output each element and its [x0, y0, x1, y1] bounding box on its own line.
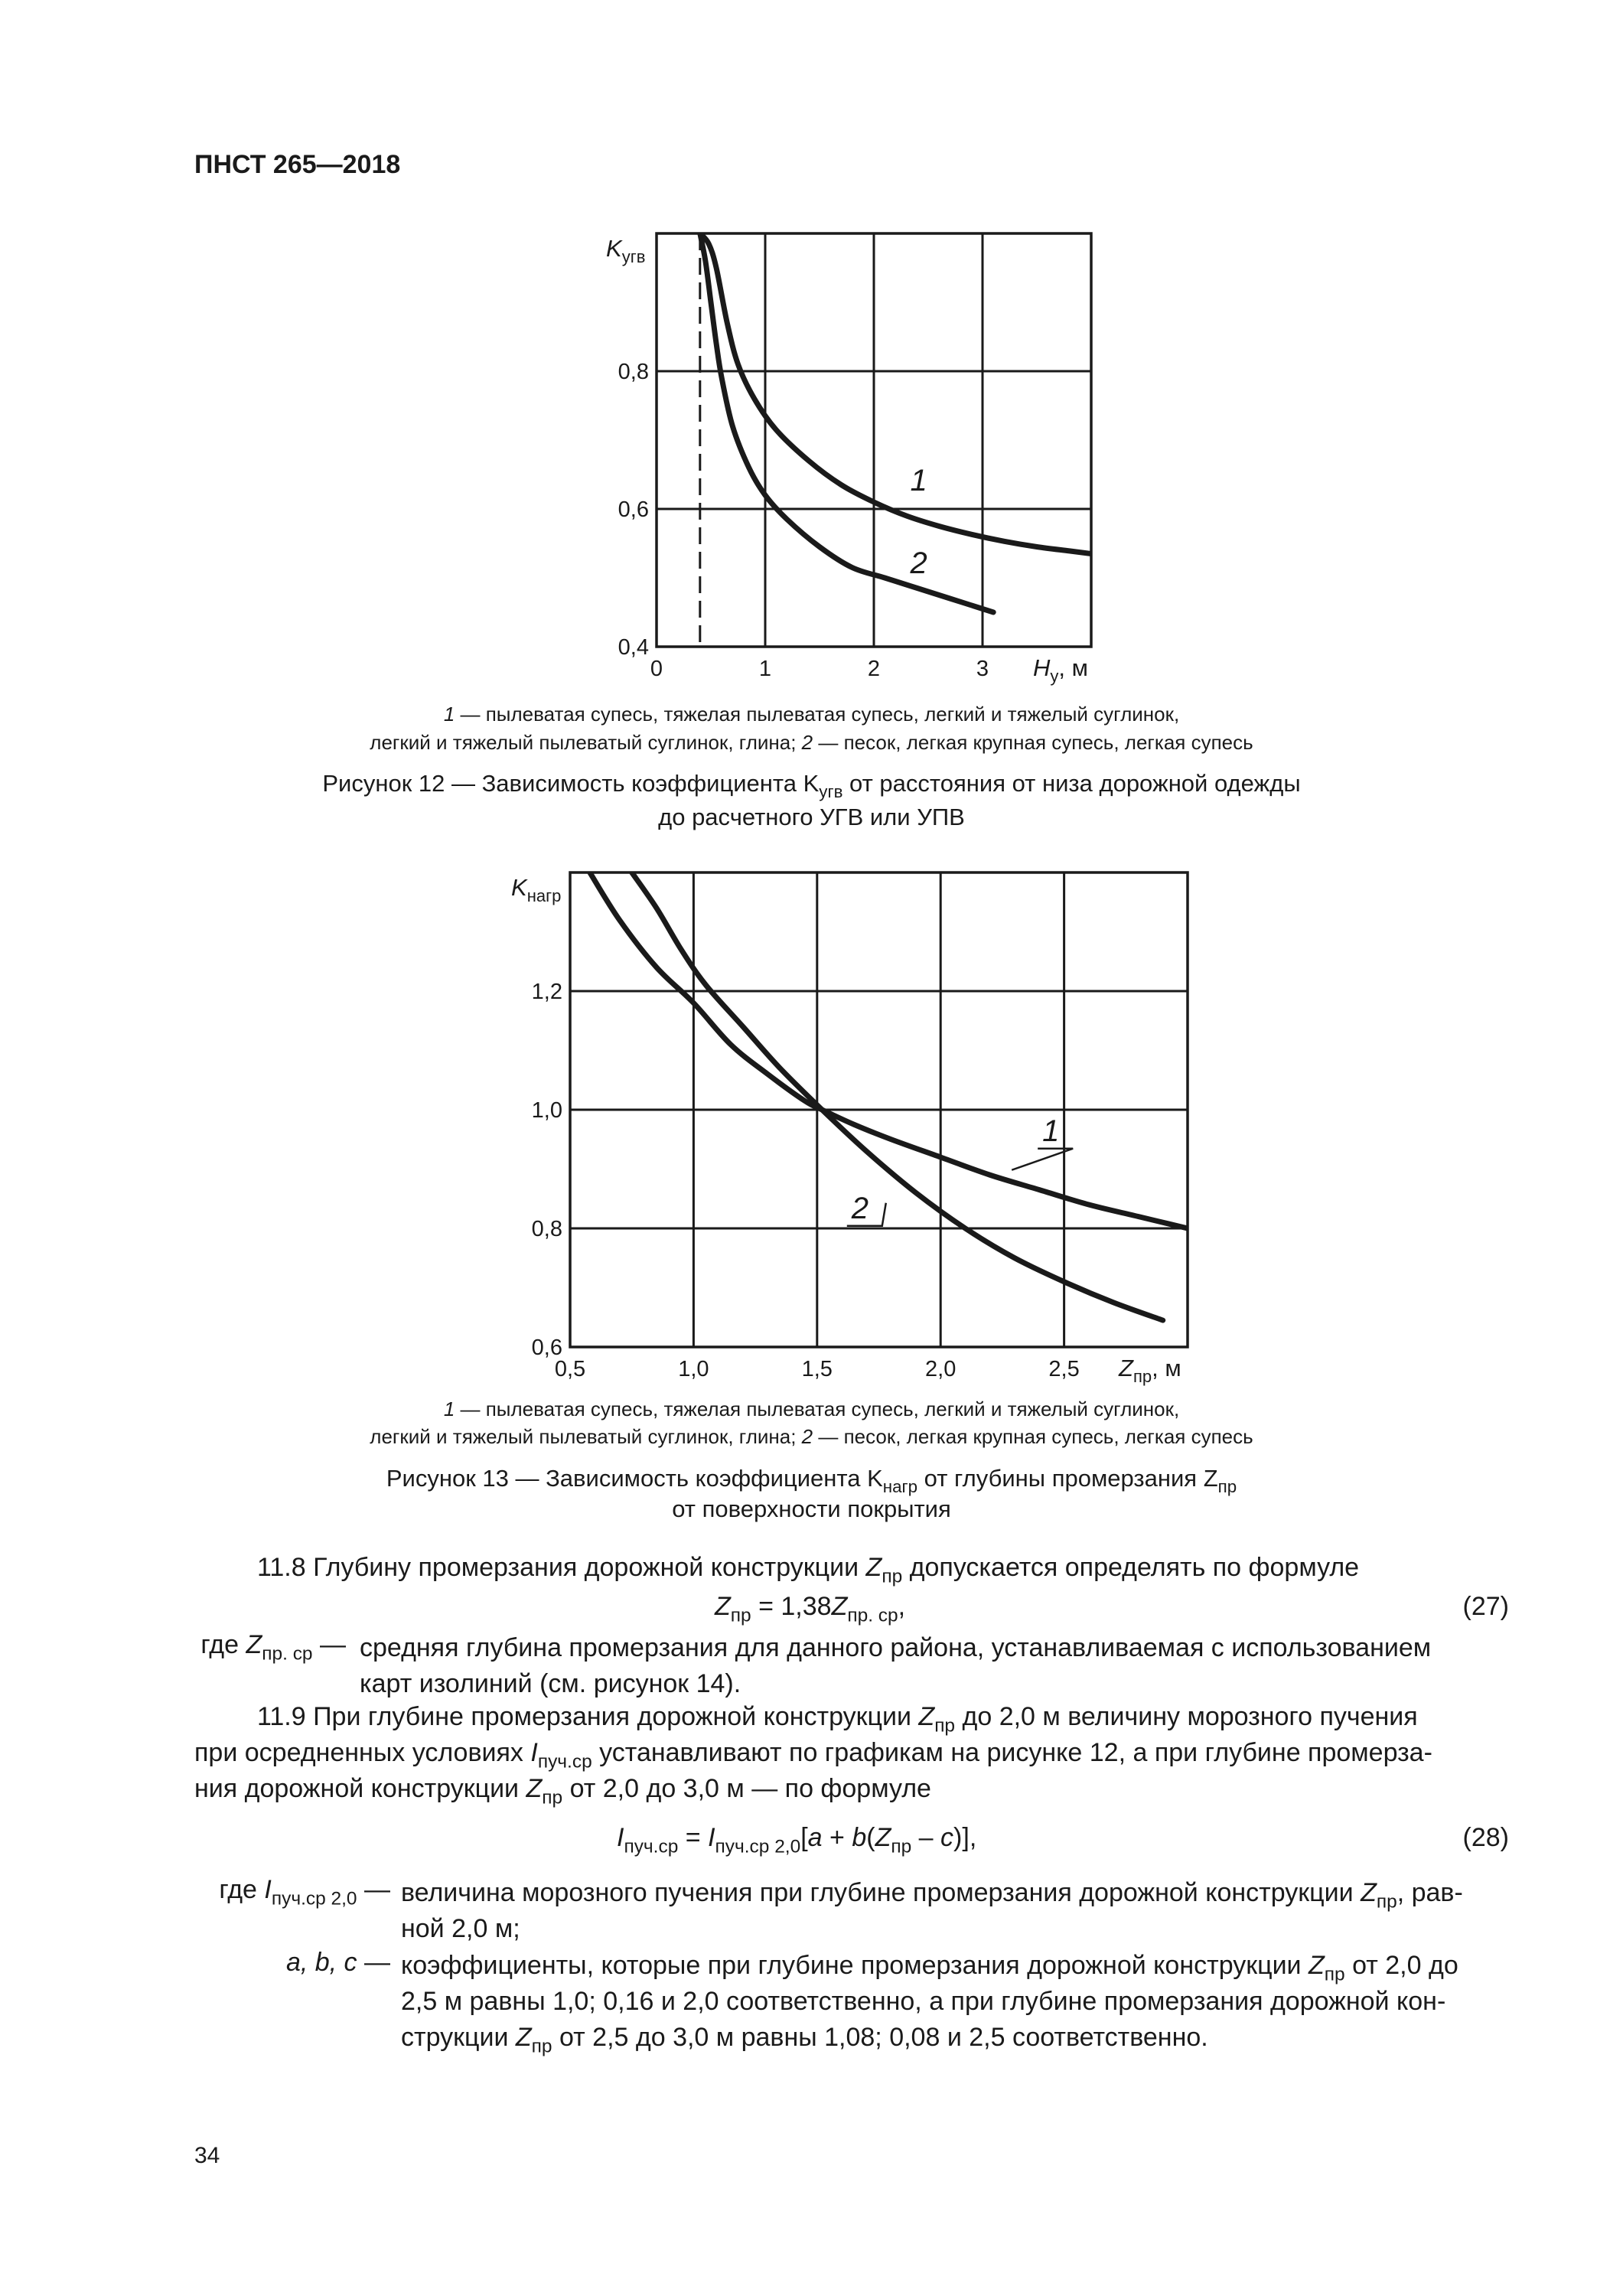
- sub: пр: [882, 1566, 903, 1587]
- var: Z: [831, 1592, 848, 1621]
- where-term-z-avg: [170, 1630, 346, 1665]
- text: —: [312, 1630, 346, 1659]
- x-tick-label: 1,0: [678, 1357, 709, 1381]
- text: где: [200, 1630, 246, 1659]
- series-2-line: [632, 872, 1163, 1320]
- series-1-label: 1: [1042, 1114, 1060, 1148]
- text: ния дорожной конструкции: [194, 1774, 526, 1803]
- figure-12-legend-line-1: 1 — пылеватая супесь, тяжелая пылеватая супесь, легкий и тяжелый суглинок,: [443, 703, 1180, 726]
- var: a, b, c: [285, 1948, 357, 1977]
- legend-number-2: 2: [801, 731, 813, 754]
- var: I: [617, 1823, 624, 1852]
- series-2-line: [700, 233, 993, 612]
- figure-12-chart: [0, 0, 1623, 735]
- figure-13-chart: [0, 842, 1623, 1401]
- line: [194, 1699, 1509, 1735]
- var: Z: [1309, 1951, 1325, 1980]
- x-tick-label: 2,0: [925, 1357, 957, 1381]
- line: [401, 1948, 1509, 1984]
- x-axis-label: $H_у$, м: [1033, 654, 1088, 686]
- sub: пр: [730, 1605, 751, 1626]
- sub: пр: [542, 1787, 563, 1808]
- var: c: [940, 1823, 954, 1852]
- figure-13-title-line-2: от поверхности покрытия: [672, 1495, 951, 1522]
- y-tick-label: 0,6: [531, 1336, 562, 1360]
- y-tick-label: 1,0: [531, 1098, 562, 1123]
- sub: пр: [1324, 1964, 1345, 1985]
- text: [: [800, 1823, 808, 1852]
- var: I: [530, 1738, 538, 1767]
- figure-12-title: [0, 770, 1623, 801]
- y-axis-label: $K_{угв}$: [606, 235, 646, 266]
- where-term-heave: [187, 1875, 390, 1910]
- var: Z: [246, 1630, 262, 1659]
- var: I: [708, 1823, 715, 1852]
- legend-text: — пылеватая супесь, тяжелая пылеватая супесь, легкий и тяжелый суглинок,: [455, 703, 1180, 726]
- figure-13-title: [0, 1465, 1623, 1496]
- paragraph-11-9: [194, 1699, 1509, 1807]
- text: средняя глубина промерзания для данного района, устанавливаемая с использованием: [360, 1633, 1432, 1662]
- where-definition-z-avg: [360, 1630, 1509, 1702]
- formula-28: [617, 1823, 977, 1857]
- title-prefix: Рисунок 12 — Зависимость коэффициента K: [322, 770, 820, 797]
- sub: пуч.ср 2,0: [271, 1888, 357, 1910]
- var: a: [807, 1823, 823, 1852]
- sub: пуч.ср: [537, 1751, 592, 1773]
- figure-12-title-line-2: до расчетного УГВ или УПВ: [658, 804, 965, 830]
- text: 11.9 При глубине промерзания дорожной конструкции: [257, 1702, 919, 1731]
- line: [194, 1771, 1509, 1807]
- var: Z: [918, 1702, 935, 1731]
- sub: пр: [1376, 1891, 1397, 1913]
- where-term-abc: [187, 1948, 390, 1978]
- text: +: [822, 1823, 852, 1852]
- x-tick-label: 2: [867, 657, 881, 681]
- y-axis-label: $K_{нагр}$: [511, 874, 562, 905]
- text: = 1,38: [751, 1592, 832, 1621]
- var: Z: [515, 2023, 532, 2052]
- figure-13-legend-line-1: 1 — пылеватая супесь, тяжелая пылеватая супесь, легкий и тяжелый суглинок,: [443, 1397, 1180, 1420]
- title-sub-2: пр: [1217, 1476, 1237, 1496]
- paragraph-11-8: [257, 1550, 1359, 1586]
- series-1-line: [700, 233, 1091, 554]
- var: Z: [865, 1553, 882, 1582]
- line: [194, 1735, 1509, 1771]
- var: b: [852, 1823, 867, 1852]
- title-mid: от глубины промерзания Z: [917, 1465, 1218, 1492]
- y-tick-label: 0,8: [531, 1217, 562, 1241]
- text: )],: [953, 1823, 977, 1852]
- sub: пр. ср: [847, 1605, 898, 1626]
- title-sub: нагр: [882, 1476, 918, 1496]
- text: допускается определять по формуле: [902, 1553, 1360, 1582]
- equation-number-28: (28): [1462, 1823, 1509, 1852]
- figure-12-legend-line-2: легкий и тяжелый пылеватый суглинок, глина; 2 — песок, легкая крупная супесь, легкая супесь: [370, 731, 1253, 754]
- text: величина морозного пучения при глубине промерзания дорожной конструкции: [401, 1878, 1361, 1907]
- x-axis-label: $Z_{пр}$, м: [1119, 1355, 1181, 1386]
- text: ,: [898, 1592, 906, 1621]
- series-2-label: 2: [851, 1191, 869, 1225]
- text: , рав-: [1396, 1878, 1463, 1907]
- x-tick-label: 2,5: [1048, 1357, 1080, 1381]
- page-number: 34: [194, 2143, 220, 2168]
- text: устанавливают по графикам на рисунке 12, а при глубине промерза-: [592, 1738, 1432, 1767]
- text: от 2,0 до 3,0 м — по формуле: [562, 1774, 931, 1803]
- series-1-line: [590, 872, 1188, 1228]
- text: (: [866, 1823, 875, 1852]
- text: –: [911, 1823, 941, 1852]
- text: 2,5 м равны 1,0; 0,16 и 2,0 соответственно, а при глубине промерзания дорожной кон-: [401, 1987, 1446, 2016]
- text: струкции: [401, 2023, 516, 2052]
- var: I: [264, 1875, 272, 1904]
- text: —: [357, 1948, 390, 1977]
- equation-number-27: (27): [1462, 1592, 1509, 1621]
- where-definition-heave: [401, 1875, 1509, 1947]
- var: Z: [715, 1592, 731, 1621]
- title-sub: угв: [819, 781, 843, 801]
- y-tick-label: 0,4: [618, 635, 649, 660]
- figure-13-legend-line-2: легкий и тяжелый пылеватый суглинок, глина; 2 — песок, легкая крупная супесь, легкая супесь: [370, 1425, 1253, 1448]
- x-tick-label: 1: [758, 657, 772, 681]
- x-tick-label: 0: [650, 657, 663, 681]
- var: Z: [875, 1823, 891, 1852]
- title-prefix: Рисунок 13 — Зависимость коэффициента K: [386, 1465, 883, 1492]
- series-2-label: 2: [910, 546, 927, 580]
- x-tick-label: 1,5: [801, 1357, 833, 1381]
- text: где: [219, 1875, 265, 1904]
- text: при осредненных условиях: [194, 1738, 531, 1767]
- text: до 2,0 м величину морозного пучения: [955, 1702, 1418, 1731]
- text: коэффициенты, которые при глубине промерзания дорожной конструкции: [401, 1951, 1309, 1980]
- sub: пр: [891, 1836, 912, 1857]
- y-tick-label: 1,2: [531, 980, 562, 1004]
- line: [401, 2020, 1509, 2056]
- text: 11.8 Глубину промерзания дорожной конструкции: [257, 1553, 866, 1582]
- sub: пуч.ср 2,0: [715, 1836, 801, 1857]
- document-code: ПНСТ 265—2018: [194, 150, 401, 179]
- x-tick-label: 0,5: [554, 1357, 586, 1381]
- sub: пуч.ср: [624, 1836, 679, 1857]
- legend-text: — пылеватая супесь, тяжелая пылеватая супесь, легкий и тяжелый суглинок,: [455, 1397, 1180, 1420]
- series-1-label: 1: [910, 464, 927, 497]
- sub: пр. ср: [262, 1643, 313, 1665]
- line: [401, 1875, 1509, 1911]
- var: Z: [526, 1774, 543, 1803]
- text: от 2,0 до: [1344, 1951, 1458, 1980]
- y-tick-label: 0,8: [618, 360, 649, 384]
- formula-27: [715, 1592, 906, 1626]
- x-tick-label: 3: [976, 657, 989, 681]
- var: Z: [1361, 1878, 1377, 1907]
- text: ной 2,0 м;: [401, 1914, 520, 1943]
- text: —: [357, 1875, 390, 1904]
- sub: пр: [934, 1715, 956, 1737]
- sub: пр: [531, 2036, 552, 2057]
- text: карт изолиний (см. рисунок 14).: [360, 1669, 741, 1698]
- text: =: [678, 1823, 709, 1852]
- legend-number-2: 2: [801, 1425, 813, 1448]
- y-tick-label: 0,6: [618, 497, 649, 522]
- title-suffix: от расстояния от низа дорожной одежды: [842, 770, 1301, 797]
- text: от 2,5 до 3,0 м равны 1,08; 0,08 и 2,5 соответственно.: [552, 2023, 1208, 2052]
- where-definition-abc: [401, 1948, 1509, 2056]
